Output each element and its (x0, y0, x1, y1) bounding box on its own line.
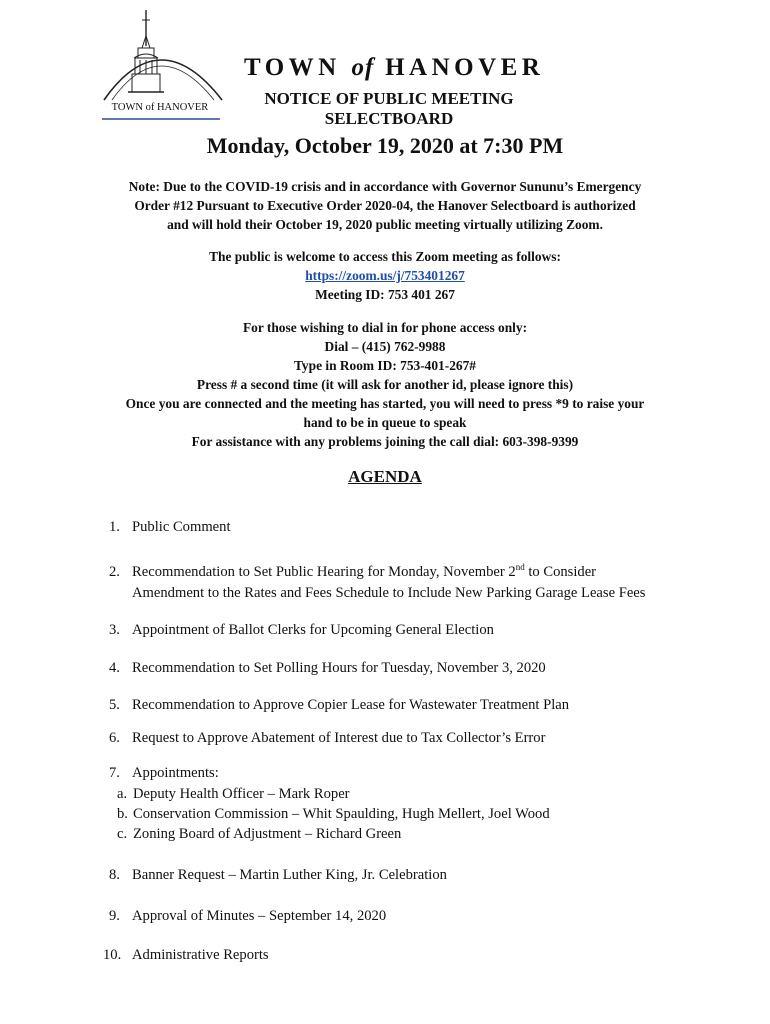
agenda-item-text: Approval of Minutes – September 14, 2020 (132, 908, 387, 924)
agenda-item-text: Amendment to the Rates and Fees Schedule to Include New Parking Garage Lease Fees (132, 584, 646, 601)
logo-text: TOWN of HANOVER (111, 102, 209, 113)
subitem-text: Zoning Board of Adjustment – Richard Green (133, 826, 402, 842)
notice-heading: NOTICE OF PUBLIC MEETING (264, 89, 514, 108)
agenda-item-number: 10. (103, 947, 122, 963)
agenda-item (109, 695, 569, 716)
board-heading: SELECTBOARD (324, 109, 454, 128)
agenda-item (109, 865, 447, 886)
agenda-item-text: Recommendation to Approve Copier Lease for Wastewater Treatment Plan (132, 697, 570, 713)
agenda-item (109, 557, 645, 604)
agenda-subitem (117, 784, 350, 805)
agenda-item-number: 3. (109, 622, 120, 638)
phone-assistance: For assistance with any problems joining the call dial: 603-398-9399 (191, 434, 579, 449)
subitem-text: Deputy Health Officer – Mark Roper (133, 786, 350, 802)
phone-intro: For those wishing to dial in for phone access only: (242, 320, 528, 335)
agenda-subitem (117, 804, 550, 825)
covid-note (0, 177, 770, 234)
phone-connected: Once you are connected and the meeting has started, you will need to press *9 to raise your (125, 396, 645, 411)
agenda-item (109, 620, 494, 641)
zoom-meeting-id: Meeting ID: 753 401 267 (315, 287, 455, 302)
agenda-item-number: 4. (109, 660, 120, 676)
agenda-heading: AGENDA (348, 467, 422, 486)
agenda-item (109, 763, 219, 784)
agenda-item-text: Appointment of Ballot Clerks for Upcoming General Election (132, 622, 494, 638)
meeting-date: Monday, October 19, 2020 at 7:30 PM (206, 133, 564, 158)
zoom-access (0, 247, 770, 304)
agenda-item (109, 658, 546, 679)
town-title (244, 54, 545, 82)
note-line: Order #12 Pursuant to Executive Order 2020-04, the Hanover Selectboard is authorized (134, 198, 636, 213)
agenda-item-number: 2. (109, 563, 120, 580)
agenda-item-text: Recommendation to Set Public Hearing for Monday, November 2 (132, 563, 516, 580)
phone-press: Press # a second time (it will ask for another id, please ignore this) (196, 377, 574, 392)
agenda-item-text: Administrative Reports (132, 947, 269, 963)
agenda-item-text: to Consider (524, 563, 597, 580)
agenda-item (103, 945, 269, 966)
subitem-letter: b. (117, 806, 128, 822)
agenda-item (109, 517, 231, 538)
agenda-item-number: 8. (109, 867, 120, 883)
phone-access (0, 318, 770, 451)
note-line: Note: Due to the COVID-19 crisis and in accordance with Governor Sununu’s Emergency (128, 179, 642, 194)
agenda-item-number: 7. (109, 765, 120, 781)
phone-room-id: Type in Room ID: 753-401-267# (293, 358, 476, 373)
subitem-letter: a. (117, 786, 128, 802)
agenda-item-text: Recommendation to Set Polling Hours for Tuesday, November 3, 2020 (132, 660, 546, 676)
town-title-of: of (351, 54, 375, 81)
agenda-item-number: 1. (109, 519, 120, 535)
agenda-item (109, 906, 386, 927)
town-logo (98, 8, 228, 123)
agenda-item-text: Public Comment (132, 519, 231, 535)
agenda-item-text: Banner Request – Martin Luther King, Jr. Celebration (132, 867, 447, 883)
agenda-item-number: 9. (109, 908, 120, 924)
agenda-subitem (117, 824, 401, 845)
ordinal-suffix: nd (515, 562, 525, 572)
subitem-letter: c. (117, 826, 128, 842)
zoom-intro: The public is welcome to access this Zoom meeting as follows: (209, 249, 561, 264)
town-title-post: HANOVER (385, 54, 545, 81)
agenda-item-text: Request to Approve Abatement of Interest due to Tax Collector’s Error (132, 730, 546, 746)
zoom-link[interactable]: https://zoom.us/j/753401267 (305, 268, 465, 283)
phone-connected: hand to be in queue to speak (303, 415, 467, 430)
town-title-pre: TOWN (244, 54, 341, 81)
agenda-item (109, 728, 545, 749)
phone-dial: Dial – (415) 762-9988 (324, 339, 446, 354)
agenda-item-number: 6. (109, 730, 120, 746)
subitem-text: Conservation Commission – Whit Spaulding, Hugh Mellert, Joel Wood (133, 806, 550, 822)
agenda-item-text: Appointments: (132, 765, 219, 781)
agenda-item-number: 5. (109, 697, 120, 713)
note-line: and will hold their October 19, 2020 public meeting virtually utilizing Zoom. (167, 217, 603, 232)
